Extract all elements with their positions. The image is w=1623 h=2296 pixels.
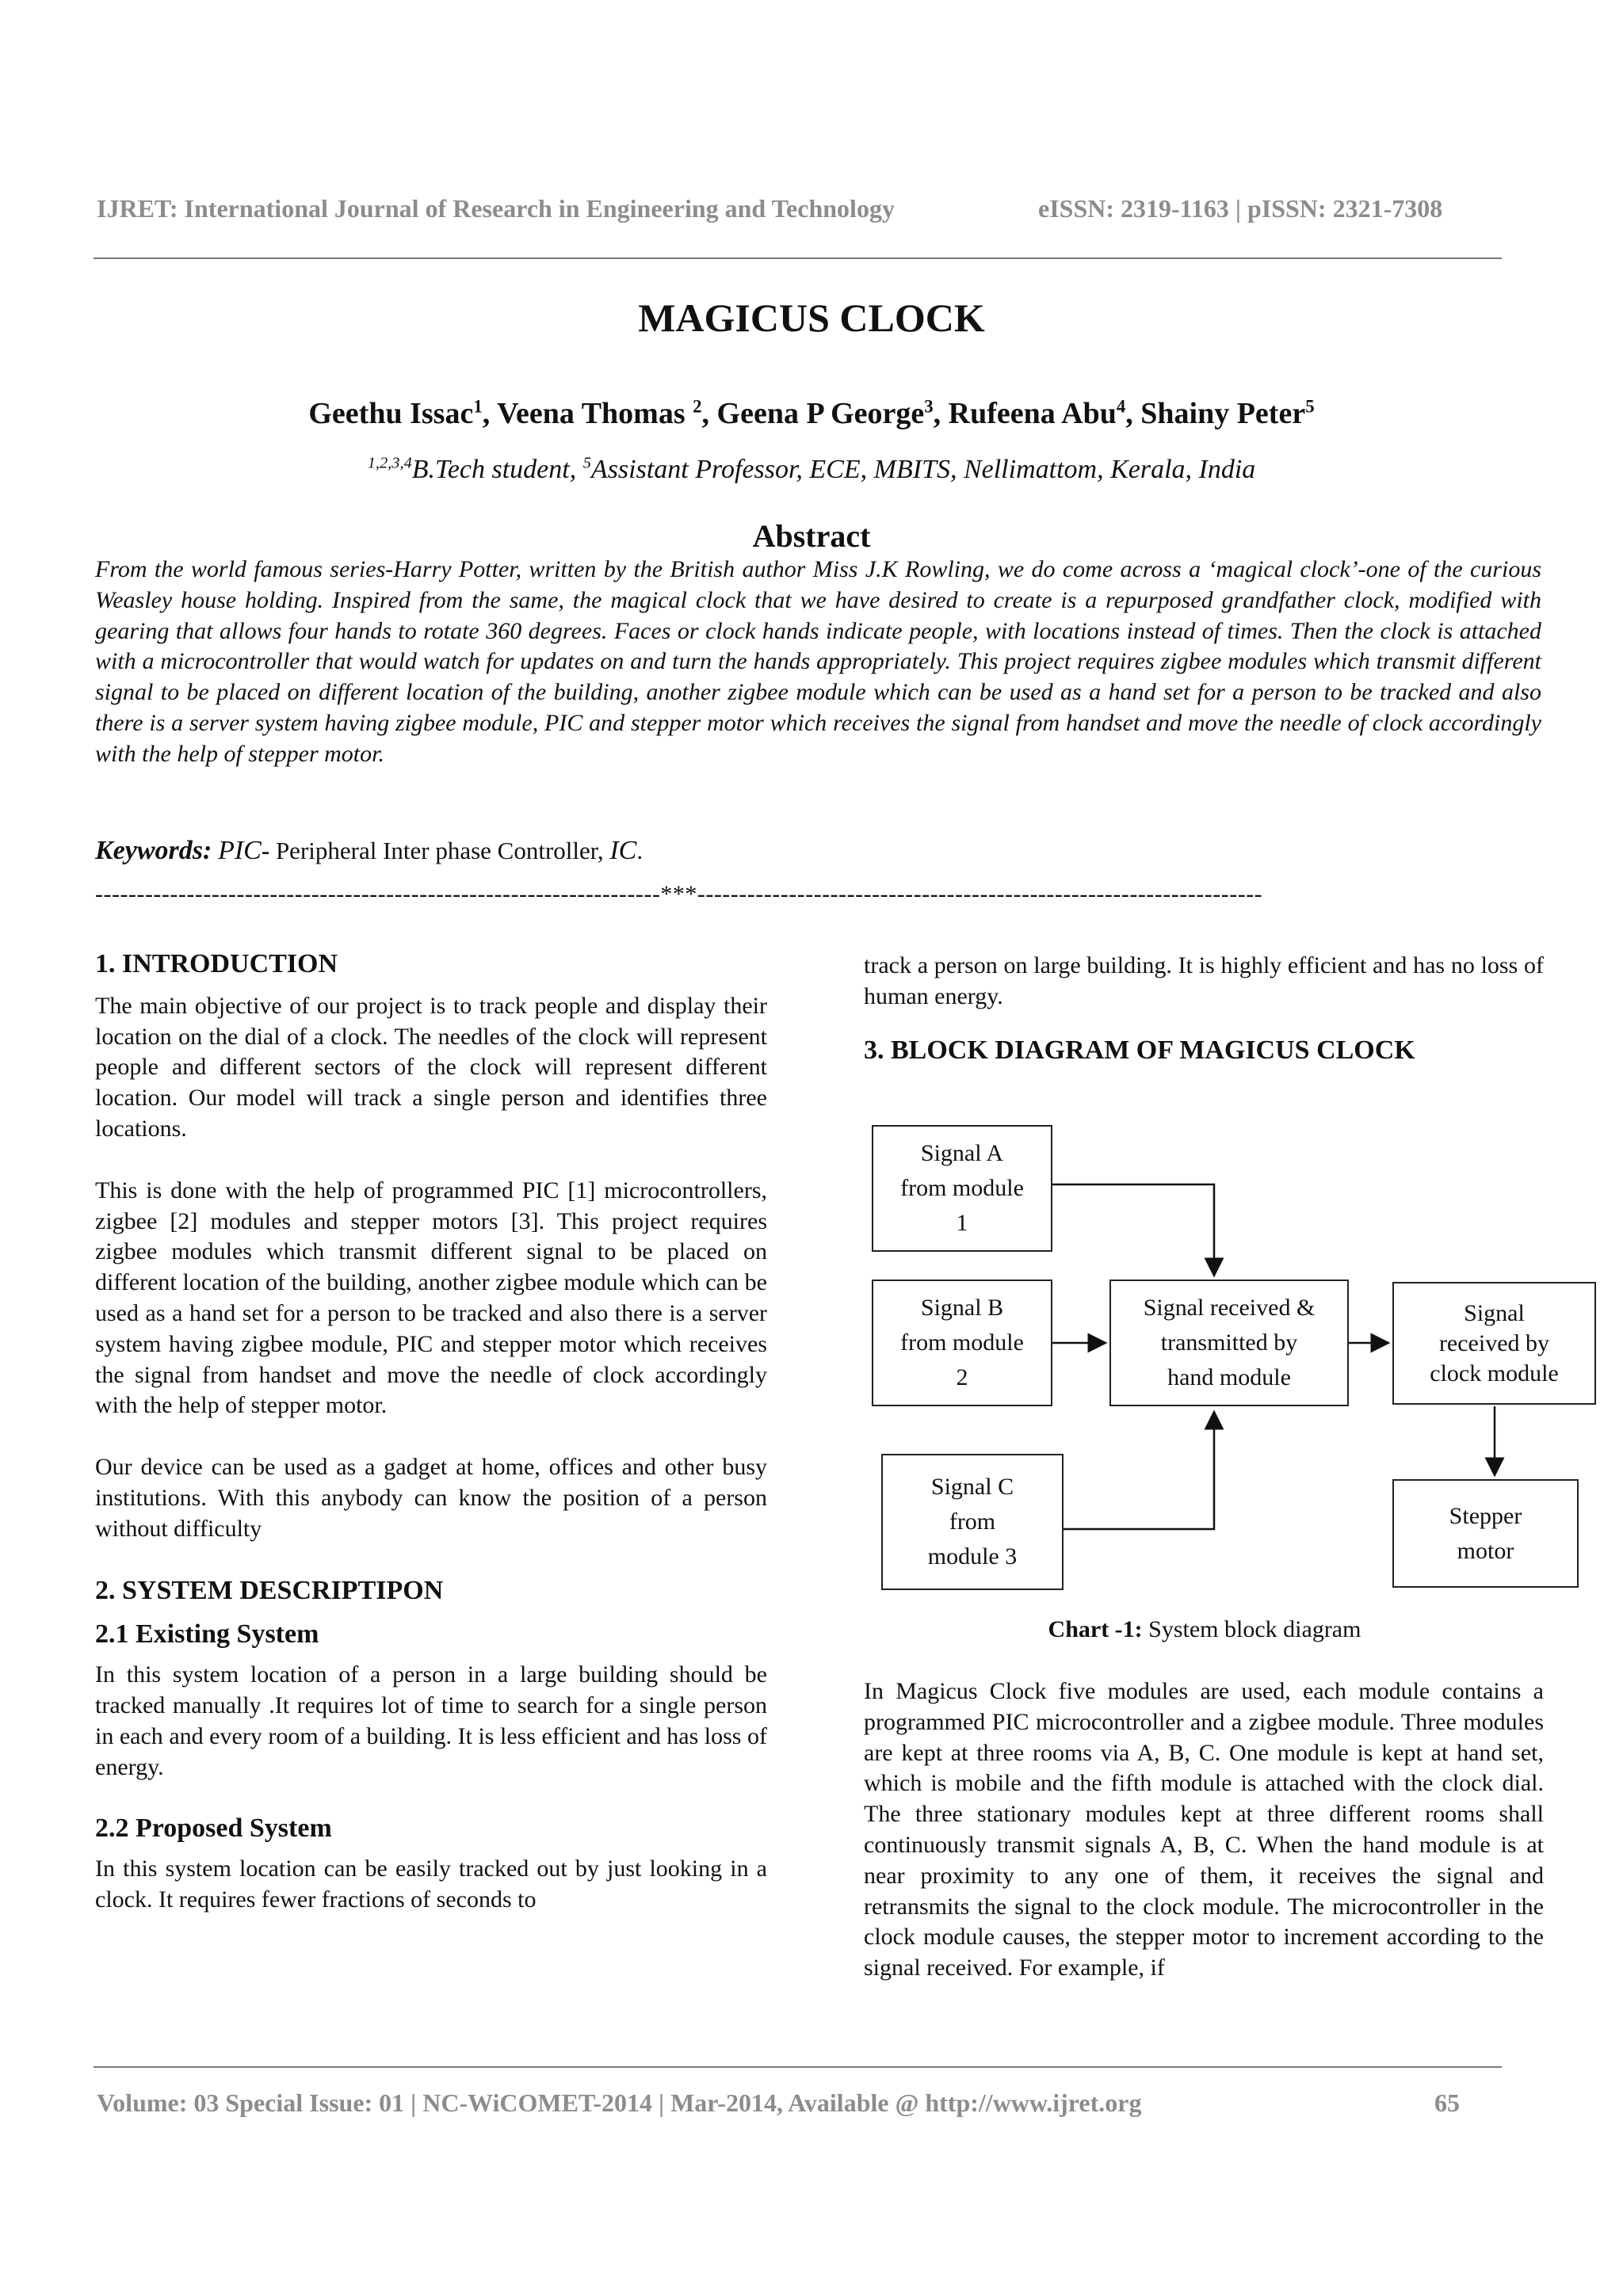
box-line: motor [1457,1537,1514,1564]
box-line: received by [1438,1329,1550,1356]
author-list [0,396,1623,431]
right-column-bottom [864,1676,1544,1984]
box-clock-module [1392,1282,1596,1405]
affil-text: B.Tech student, [411,455,583,484]
affil-sup: 1,2,3,4 [367,454,412,472]
footer-volume: Volume: 03 Special Issue: 01 | NC-WiCOMET-2014 | Mar-2014, Available @ http://www.ijret.org [97,2088,1142,2117]
box-hand-module [1109,1280,1349,1406]
arrow-c-to-hand [1064,1412,1214,1529]
keyword-dash: - [261,837,270,864]
caption-label: Chart -1: [1048,1616,1143,1642]
keyword-ic: IC [609,836,637,865]
author-sep: , [1125,397,1141,430]
box-line: from module [900,1329,1024,1356]
box-line: 2 [956,1364,968,1390]
system-description-heading: 2. SYSTEM DESCRIPTIPON [95,1575,444,1605]
box-signal-c [881,1454,1064,1590]
abstract-heading: Abstract [752,518,871,554]
box-line: Signal C [930,1474,1014,1500]
existing-system-paragraph: In this system location of a person in a large building should be tracked manually .It requires lot of time to search for a single person in each and every room of a building. It is less efficient and has loss of energy. [95,1661,767,1780]
author-affil-sup: 2 [693,396,702,417]
box-line: Stepper [1449,1502,1522,1529]
author-affil-sup: 3 [924,396,934,417]
abstract-text: From the world famous series-Harry Potter, written by the British author Miss J.K Rowling, we do come across a ‘magical clock’-one of the curious Weasley house holding. Inspired from the same, the magical clock that we have desired to create is a repurposed grandfather clock, modified with gearing that allows four hands to rotate 360 degrees. Faces or clock hands indicate people, with locations instead of times. Then the clock is attached with a microcontroller that would watch for updates on and turn the hands appropriately. This project requires zigbee modules which transmit different signal to be placed on different location of the building, another zigbee module which can be used as a hand set for a person to be tracked and also there is a server system having zigbee module, PIC and stepper motor which receives the signal from handset and move the needle of clock accordingly with the help of stepper motor. [95,556,1541,767]
keyword-text: Peripheral Inter phase Controller, [269,837,610,864]
box-line: from module [900,1175,1024,1201]
running-footer [0,2088,1623,2123]
box-line: clock module [1430,1360,1559,1386]
section-separator: --------------------------------------------------------------------***-------------------------------------------------------------------- [95,881,1263,907]
affiliation [0,455,1623,485]
affil-text: Assistant Professor, ECE, MBITS, Nellimattom, Kerala, India [590,455,1256,484]
footer-rule [94,2066,1502,2068]
continued-paragraph: track a person on large building. It is highly efficient and has no loss of human energy. [864,952,1544,1009]
author-name: Geethu Issac [308,397,474,430]
box-line: Signal A [920,1140,1004,1166]
issn: eISSN: 2319-1163 | pISSN: 2321-7308 [1038,194,1443,223]
author-affil-sup: 1 [473,396,483,417]
author-sep: , [701,397,717,430]
arrow-a-to-hand [1052,1184,1214,1276]
box-line: hand module [1167,1364,1291,1390]
keywords-label: Keywords: [95,836,212,865]
box-line: module 3 [927,1543,1018,1569]
proposed-system-heading: 2.2 Proposed System [95,1814,332,1844]
keywords [95,836,1541,866]
box-line: Signal B [920,1295,1004,1321]
author-name: Rufeena Abu [948,397,1117,430]
page-number: 65 [1434,2088,1460,2117]
box-line: transmitted by [1160,1329,1298,1356]
header-rule [94,257,1502,259]
intro-paragraph-1: The main objective of our project is to track people and display their location on the dial of a clock. The needles of the clock will represent people and different sectors of the clock will represent different location. Our model will track a single person and identifies three locations. [95,992,767,1142]
author-affil-sup: 5 [1305,396,1315,417]
box-signal-a [872,1125,1052,1252]
box-signal-b [872,1280,1052,1406]
box-line: from [949,1508,996,1535]
author-sep: , [933,397,949,430]
body-paragraph: In Magicus Clock five modules are used, each module contains a programmed PIC microcontroller and a zigbee module. Three modules are kept at three rooms via A, B, C. One module is kept at hand set, which is mobile and the fifth module is attached with the clock dial. The three stationary modules kept at three different rooms shall continuously transmit signals A, B, C. When the hand module is at near proximity to any one of them, it receives the signal and retransmits the signal to the clock module. The microcontroller in the clock module causes, the stepper motor to increment according to the signal received. For example, if [864,1678,1544,1981]
box-line: Signal received & [1143,1295,1316,1321]
author-name: Shainy Peter [1140,397,1306,430]
author-affil-sup: 4 [1116,396,1126,417]
figure-caption [864,1616,1545,1643]
author-name: Geena P George [716,397,925,430]
proposed-system-paragraph: In this system location can be easily tracked out by just looking in a clock. It requires fewer fractions of seconds to [95,1855,767,1913]
author-sep: , [482,397,498,430]
existing-system-heading: 2.1 Existing System [95,1619,319,1650]
block-diagram-heading: 3. BLOCK DIAGRAM OF MAGICUS CLOCK [864,1035,1415,1065]
box-stepper-motor [1392,1479,1579,1588]
left-column [95,949,767,1916]
author-name: Veena Thomas [497,397,693,430]
paper-title: MAGICUS CLOCK [638,296,985,340]
box-line: 1 [956,1210,968,1236]
caption-text: System block diagram [1142,1616,1361,1642]
intro-paragraph-3: Our device can be used as a gadget at home, offices and other busy institutions. With this anybody can know the position of a person without difficulty [95,1454,767,1542]
keyword-end: . [636,837,643,864]
intro-heading: 1. INTRODUCTION [95,949,338,978]
intro-paragraph-2: This is done with the help of programmed PIC [1] microcontrollers, zigbee [2] modules and stepper motors [3]. This project requires zigbee modules which transmit different signal to be placed on different location of the building, another zigbee module which can be used as a hand set for a person to be tracked and also there is a server system having zigbee module, PIC and stepper motor which receives the signal from handset and move the needle of clock accordingly with the help of stepper motor. [95,1177,767,1419]
box-line: Signal [1464,1299,1525,1326]
journal-name: IJRET: International Journal of Research in Engineering and Technology [97,194,895,223]
running-header [0,194,1623,226]
affil-sup: 5 [582,454,591,472]
right-column-top [864,951,1544,1066]
keyword-pic: PIC [218,836,262,865]
